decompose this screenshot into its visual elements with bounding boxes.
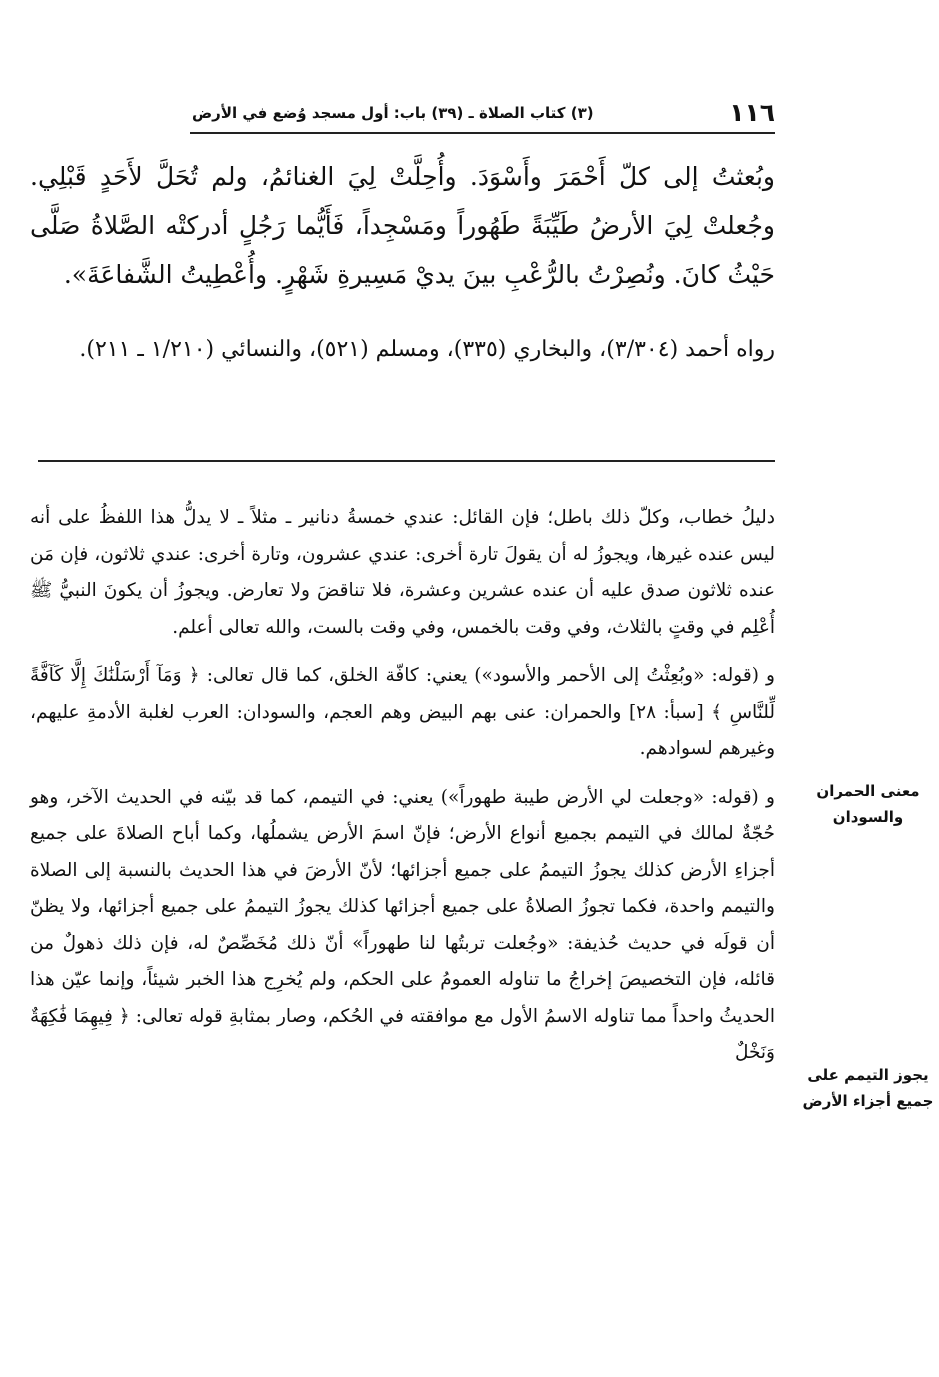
hadith-text: وبُعثتُ إلى كلّ أَحْمَرَ وأَسْوَدَ. وأُحِلَّتْ لِيَ الغنائمُ، ولم تُحَلَّ لأَحَدٍ قَبْلِي. وجُعلتْ لِيَ الأرضُ طَيِّبَةً طَهُوراً ومَسْجِداً، فَأَيُّما رَجُلٍ أدركتْه الصَّلاةُ صَلَّى حَيْثُ كانَ. ونُصِرْتُ بالرُّعْبِ بينَ يديْ مَسِيرةِ شَهْرٍ. وأُعْطِيتُ الشَّفاعَةَ». xyxy=(30,162,775,289)
hadith-source: رواه أحمد (٣/٣٠٤)، والبخاري (٣٣٥)، ومسلم (٥٢١)، والنسائي (١/٢١٠ ـ ٢١١). xyxy=(79,337,775,362)
separator-line xyxy=(38,460,775,462)
commentary xyxy=(30,500,775,1084)
marginal-note: معنى الحمران والسودان xyxy=(816,782,920,826)
marginal-note: يجوز التيمم على جميع أجزاء الأرض xyxy=(802,1066,934,1110)
commentary-paragraph: و (قوله: «وجعلت لي الأرض طيبة طهوراً») يعني: في التيمم، كما قد بيّنه في الحديث الآخر، وهو حُجّةٌ لمالك في التيمم بجميع أنواع الأرض؛ فإنّ اسمَ الأرض يشملُها، وكما أباح الصلاةَ على جميع أجزاءِ الأرض كذلك يجوزُ التيممُ على جميع أجزائها؛ لأنّ الأرضَ في هذا الحديث بالنسبة إلى الصلاة والتيمم واحدة، فكما تجوزُ الصلاةُ على جميع أجزائها كذلك يجوزُ التيممُ على جميع أجزائها، ولا يظنّ أن قولَه في حديث حُذيفة: «وجُعلت تربتُها لنا طهوراً» أنّ ذلك مُخَصِّصٌ له، فإن ذلك ذهولٌ من قائله، فإن التخصيصَ إخراجُ ما تناوله العمومُ على الحكم، ولم يُخرِج هذا الخبر شيئاً، وإنما عيّن هذا الحديثُ واحداً مما تناوله الاسمُ الأول مع موافقته في الحُكم، وصار بمثابةِ قوله تعالى: ﴿ فِيهِمَا فَٰكِهَةٌ وَنَخْلٌ xyxy=(30,786,775,1063)
page-number: ١١٦ xyxy=(729,98,775,127)
running-head: (٣) كتاب الصلاة ـ (٣٩) باب: أول مسجد وُضع في الأرض xyxy=(192,104,594,122)
commentary-paragraph: دليلُ خطاب، وكلّ ذلك باطل؛ فإن القائل: عندي خمسةُ دنانير ـ مثلاً ـ لا يدلُّ هذا اللفظُ على أنه ليس عنده غيرها، ويجوزُ له أن يقولَ تارة أخرى: عندي عشرون، وتارة أخرى: عندي ثلاثون، فإن مَن عنده ثلاثون صدق عليه أن عنده عشرين وعشرة، فلا تناقضَ ولا تعارض. ويجوزُ أن يكونَ النبيُّ ﷺ أُعْلِم في وقتٍ بالثلاث، وفي وقت بالخمس، وفي وقت بالست، والله تعالى أعلم. xyxy=(30,507,775,638)
commentary-paragraph: و (قوله: «وبُعِثْتُ إلى الأحمر والأسود») يعني: كافّة الخلق، كما قال تعالى: ﴿ وَمَآ أَرْسَلْنَٰكَ إِلَّا كَآفَّةً لِّلنَّاسِ ﴾ [سبأ: ٢٨] والحمران: عنى بهم البيض وهم العجم، والسودان: العرب لغلبة الأدمةِ عليهم، وغيرهم لسوادهم. xyxy=(30,665,776,759)
page-header xyxy=(190,98,775,134)
